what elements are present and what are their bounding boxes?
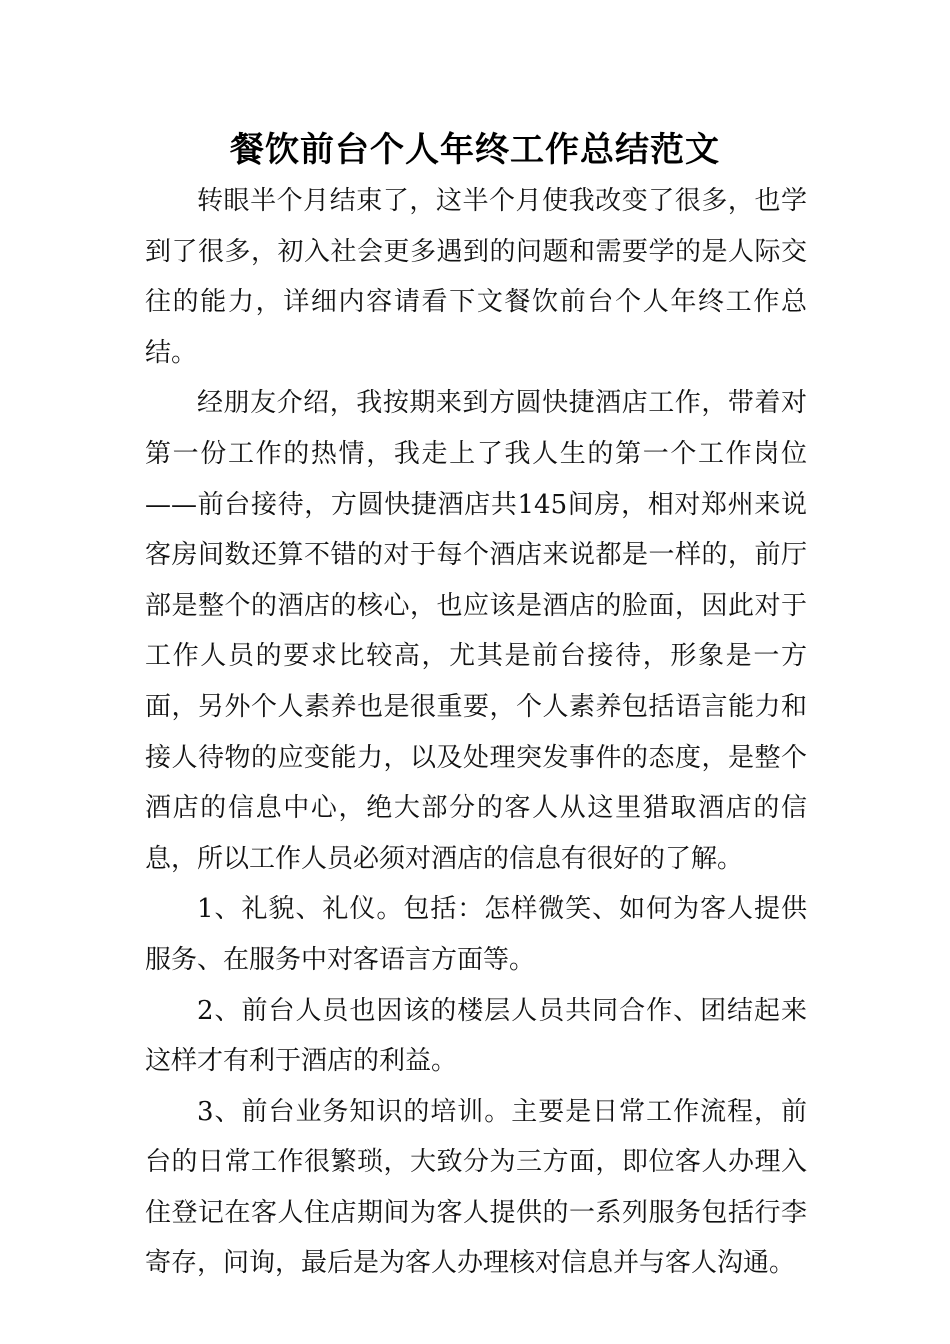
document-body xyxy=(145,176,807,1289)
paragraph-intro: 转眼半个月结束了，这半个月使我改变了很多，也学到了很多，初入社会更多遇到的问题和需要学的是人际交往的能力，详细内容请看下文餐饮前台个人年终工作总结。 xyxy=(145,186,807,368)
paragraph-item-3: 3、前台业务知识的培训。主要是日常工作流程，前台的日常工作很繁琐，大致分为三方面，即位客人办理入住登记在客人住店期间为客人提供的一系列服务包括行李寄存，问询，最后是为客人办理核对信息并与客人沟通。 xyxy=(145,1096,807,1279)
paragraph-item-2: 2、前台人员也因该的楼层人员共同合作、团结起来这样才有利于酒店的利益。 xyxy=(145,995,807,1077)
document-title: 餐饮前台个人年终工作总结范文 xyxy=(230,130,720,170)
paragraph-item-1: 1、礼貌、礼仪。包括：怎样微笑、如何为客人提供服务、在服务中对客语言方面等。 xyxy=(145,894,807,975)
paragraph-experience: 经朋友介绍，我按期来到方圆快捷酒店工作，带着对第一份工作的热情，我走上了我人生的第一个工作岗位——前台接待，方圆快捷酒店共145间房，相对郑州来说客房间数还算不错的对于每个酒店来说都是一样的，前厅部是整个的酒店的核心，也应该是酒店的脸面，因此对于工作人员的要求比较高，尤其是前台接待，形象是一方面，另外个人素养也是很重要，个人素养包括语言能力和接人待物的应变能力，以及处理突发事件的态度，是整个酒店的信息中心，绝大部分的客人从这里猎取酒店的信息，所以工作人员必须对酒店的信息有很好的了解。 xyxy=(145,388,807,874)
